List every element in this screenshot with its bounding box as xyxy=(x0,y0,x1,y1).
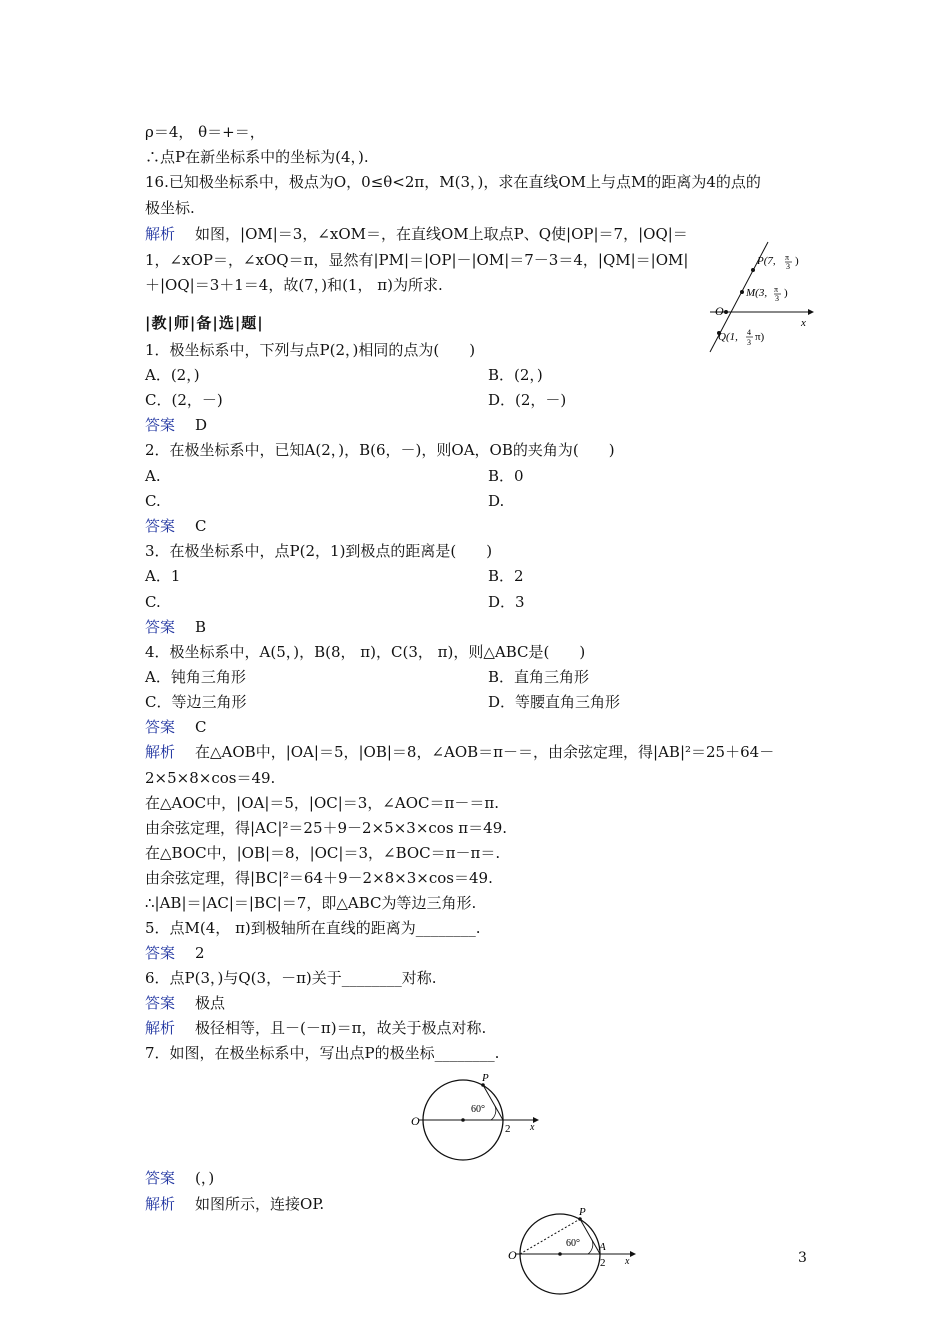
circle-center xyxy=(558,1252,562,1256)
q2-option-c: C. xyxy=(145,492,161,510)
fig1-o-label: O xyxy=(715,304,724,318)
daan-label: 答案 xyxy=(145,944,176,962)
q4-option-a: A．钝角三角形 xyxy=(145,668,246,686)
answer-2-value: C xyxy=(195,517,207,535)
fig1-q-label: Q(1, xyxy=(718,331,738,343)
daan-label: 答案 xyxy=(145,416,176,434)
fig3-p-label: P xyxy=(579,1206,586,1218)
fig3-x-label: x xyxy=(625,1256,630,1267)
fig1-m-pi: π xyxy=(774,285,779,294)
answer-5 xyxy=(145,943,205,963)
answer-5-value: 2 xyxy=(195,944,205,962)
q1-option-a: A．(2，) xyxy=(145,366,200,384)
segment-pa xyxy=(580,1219,600,1254)
answer-3 xyxy=(145,617,206,637)
analysis-6 xyxy=(145,1018,486,1038)
question-7: 7．如图，在极坐标系中，写出点P的极坐标________. xyxy=(145,1044,500,1062)
fig3-a-label: A xyxy=(599,1241,606,1253)
question-16-line2: 极坐标. xyxy=(145,199,195,217)
answer-4-value: C xyxy=(195,718,207,736)
figure-circle-q7 xyxy=(405,1068,545,1163)
analysis-16-line3: ＋|OQ|＝3＋1＝4，故(7，)和(1， π)为所求. xyxy=(145,276,443,294)
question-6: 6．点P(3，)与Q(3，－π)关于________对称. xyxy=(145,969,437,987)
figure-circle-analysis7 xyxy=(502,1202,642,1297)
point-o xyxy=(724,310,728,314)
answer-7 xyxy=(145,1168,214,1188)
line-conclusion: ∴点P在新坐标系中的坐标为(4，). xyxy=(145,148,369,166)
q4-option-b: B．直角三角形 xyxy=(488,668,590,686)
analysis-6-text: 极径相等，且－(－π)＝π，故关于极点对称. xyxy=(195,1019,487,1037)
answer-6 xyxy=(145,993,225,1013)
fig1-q-3: 3 xyxy=(747,338,751,347)
q3-option-a: A．1 xyxy=(145,567,181,585)
point-m xyxy=(740,290,744,294)
fig2-x-label: x xyxy=(530,1122,535,1133)
fig1-p-pi: π xyxy=(785,253,790,262)
analysis-4-line2: 2×5×8×cos＝49. xyxy=(145,769,276,787)
analysis-4-line3: 在△AOC中，|OA|＝5，|OC|＝3，∠AOC＝π－＝π. xyxy=(145,794,500,812)
q3-option-d: D．3 xyxy=(488,593,525,611)
q3-option-c: C. xyxy=(145,593,161,611)
analysis-4-line4: 由余弦定理，得|AC|²＝25＋9－2×5×3×cos π＝49. xyxy=(145,819,508,837)
fig2-2-label: 2 xyxy=(505,1123,511,1135)
fig1-m-3: 3 xyxy=(775,294,779,303)
jiexi-label: 解析 xyxy=(145,1195,176,1213)
analysis-4-line5: 在△BOC中，|OB|＝8，|OC|＝3，∠BOC＝π－π＝. xyxy=(145,844,501,862)
fig1-p-label: P(7, xyxy=(757,255,776,267)
answer-4 xyxy=(145,717,207,737)
fig1-m-label: M(3, xyxy=(746,287,768,299)
question-5: 5．点M(4， π)到极轴所在直线的距离为________. xyxy=(145,919,481,937)
fig2-angle-label: 60° xyxy=(471,1104,485,1115)
q3-option-b: B．2 xyxy=(488,567,524,585)
q2-option-a: A. xyxy=(145,467,161,485)
daan-label: 答案 xyxy=(145,994,176,1012)
segment-pa xyxy=(483,1085,503,1120)
answer-2 xyxy=(145,516,207,536)
fig1-q-pi: π) xyxy=(755,331,765,343)
q4-option-d: D．等腰直角三角形 xyxy=(488,693,621,711)
answer-1 xyxy=(145,415,207,435)
angle-arc xyxy=(588,1240,593,1254)
question-4: 4．极坐标系中，A(5，)，B(8， π)，C(3， π)，则△ABC是( ) xyxy=(145,643,586,661)
page-number: 3 xyxy=(798,1250,807,1266)
analysis-4-text1: 在△AOB中，|OA|＝5，|OB|＝8，∠AOB＝π－＝，由余弦定理，得|AB|²＝25＋64－ xyxy=(195,743,775,761)
question-16-line1: 16.已知极坐标系中，极点为O，0≤θ<2π，M(3，)，求在直线OM上与点M的距离为4的点的 xyxy=(145,173,761,191)
analysis-16-line2: 1，∠xOP＝，∠xOQ＝π，显然有|PM|＝|OP|－|OM|＝7－3＝4，|QM|＝|OM| xyxy=(145,251,689,269)
line-rho: ρ＝4， θ＝+＝， xyxy=(145,123,265,141)
q2-option-b: B．0 xyxy=(488,467,524,485)
question-2: 2．在极坐标系中，已知A(2，)，B(6，－)，则OA，OB的夹角为( ) xyxy=(145,441,615,459)
analysis-4-line6: 由余弦定理，得|BC|²＝64＋9－2×8×3×cos＝49. xyxy=(145,869,493,887)
fig2-o-label: O xyxy=(411,1114,420,1128)
jiexi-label: 解析 xyxy=(145,1019,176,1037)
daan-label: 答案 xyxy=(145,618,176,636)
point-p xyxy=(751,268,755,272)
q4-option-c: C．等边三角形 xyxy=(145,693,247,711)
analysis-4-line7: ∴|AB|＝|AC|＝|BC|＝7，即△ABC为等边三角形. xyxy=(145,894,477,912)
figure-polar-line xyxy=(700,236,815,366)
analysis-16-line1 xyxy=(145,224,688,244)
daan-label: 答案 xyxy=(145,1169,176,1187)
angle-arc xyxy=(491,1106,496,1120)
axis-arrow-icon xyxy=(808,309,814,315)
fig2-p-label: P xyxy=(482,1072,489,1084)
fig3-o-label: O xyxy=(508,1248,517,1262)
analysis-16-text1: 如图，|OM|＝3，∠xOM＝，在直线OM上取点P、Q使|OP|＝7，|OQ|＝ xyxy=(195,225,688,243)
q1-option-c: C．(2，－) xyxy=(145,391,223,409)
answer-6-value: 极点 xyxy=(195,994,226,1012)
fig1-x-label: x xyxy=(801,317,806,329)
jiexi-label: 解析 xyxy=(145,743,176,761)
analysis-4-line1 xyxy=(145,742,774,762)
daan-label: 答案 xyxy=(145,517,176,535)
svg-text:): ) xyxy=(784,287,788,299)
analysis-7 xyxy=(145,1194,324,1214)
q2-option-d: D. xyxy=(488,492,505,510)
daan-label: 答案 xyxy=(145,718,176,736)
svg-text:): ) xyxy=(795,255,799,267)
question-3: 3．在极坐标系中，点P(2，1)到极点的距离是( ) xyxy=(145,542,493,560)
question-1: 1．极坐标系中，下列与点P(2，)相同的点为( ) xyxy=(145,341,476,359)
q1-option-b: B．(2，) xyxy=(488,366,543,384)
answer-3-value: B xyxy=(195,618,207,636)
answer-1-value: D xyxy=(195,416,208,434)
answer-7-value: (，) xyxy=(195,1169,215,1187)
section-heading: |教|师|备|选|题| xyxy=(145,314,264,332)
circle-center xyxy=(461,1118,465,1122)
fig3-2-label: 2 xyxy=(600,1257,606,1269)
fig3-angle-label: 60° xyxy=(566,1238,580,1249)
analysis-7-text: 如图所示，连接OP. xyxy=(195,1195,325,1213)
jiexi-label: 解析 xyxy=(145,225,176,243)
axis-arrow-icon xyxy=(630,1251,636,1257)
fig1-q-4: 4 xyxy=(747,328,751,337)
q1-option-d: D．(2，－) xyxy=(488,391,567,409)
fig1-p-3: 3 xyxy=(786,262,790,271)
